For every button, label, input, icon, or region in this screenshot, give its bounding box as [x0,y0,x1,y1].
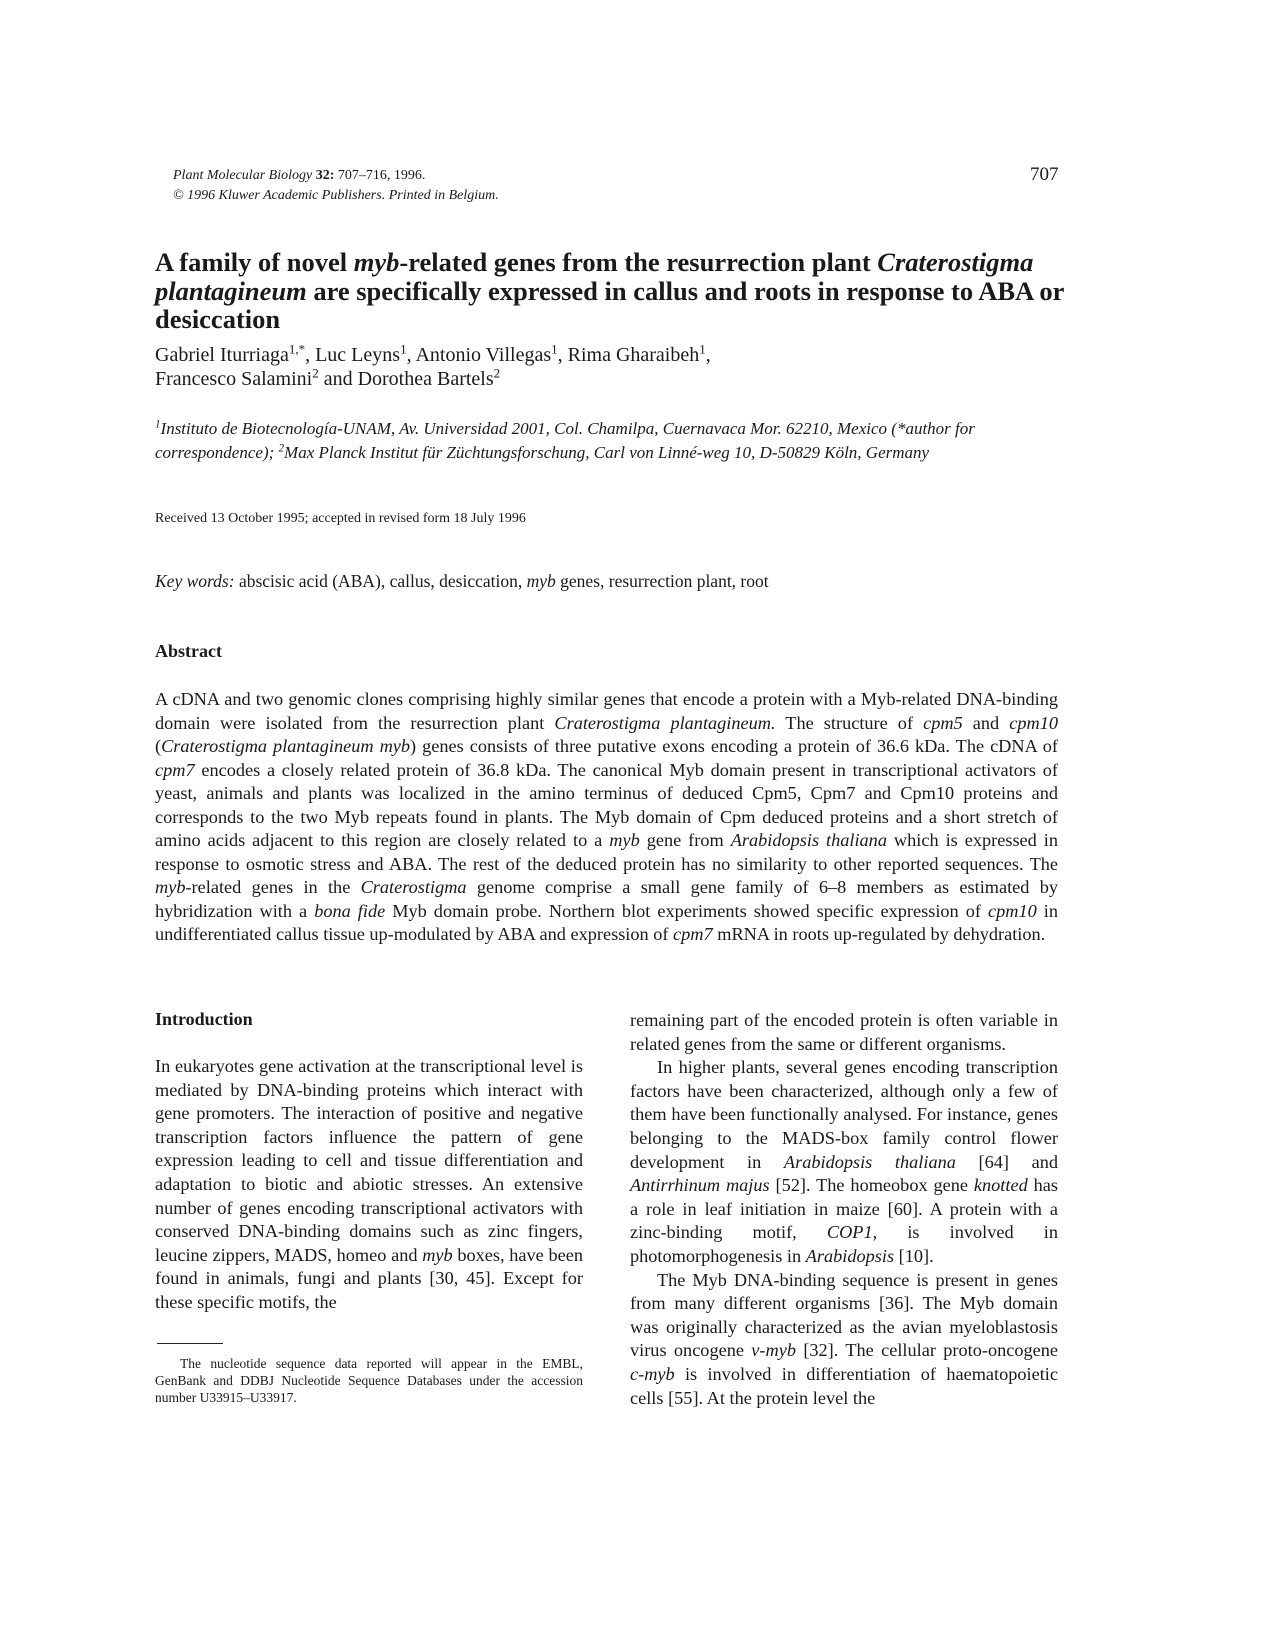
text-segment: In higher plants, several genes encoding transcription factors have been characterized, although only a few of them have been functionally analysed. For instance, genes belonging to the MADS-box family control flower development in [630,1057,1058,1172]
intro-paragraph [630,1269,1058,1411]
text-segment: -related genes in the [185,877,361,897]
italic-text: myb [155,877,186,897]
superscript: 2 [278,441,285,454]
text-segment: , Francesco Salamini [155,344,711,390]
text-segment: [10]. [894,1245,934,1266]
paper-title [155,248,1075,334]
text-segment: The structure of [775,712,924,733]
intro-paragraph [630,1056,1058,1268]
journal-name: Plant Molecular Biology [173,168,313,183]
superscript: 1,* [288,341,306,357]
text-segment: [52]. The homeobox gene [769,1175,974,1196]
text-segment: The Myb DNA-binding sequence is present in genes from many different organisms [36]. The Myb domain was originally characterized as the avian myeloblastosis virus oncogene [630,1269,1058,1361]
text-segment: , Luc Leyns [305,344,401,366]
intro-paragraph [155,1055,583,1315]
text-segment: Instituto de Biotecnología-UNAM, Av. Universidad 2001, Col. Chamilpa, Cuernavaca Mor. 62210, Mexico (*author for correspondence); [155,419,975,462]
italic-text: cpm10 [1009,712,1058,733]
italic-text: myb [526,571,556,591]
text-segment: -related genes from the resurrection plant [399,247,878,277]
intro-right-column [630,1009,1058,1410]
text-segment: in undifferentiated callus tissue up-modulated by ABA and expression of [155,900,1059,944]
footnote: The nucleotide sequence data reported will appear in the EMBL, GenBank and DDBJ Nucleotide Sequence Databases under the accession number U33915–U33917. [155,1356,583,1405]
received-dates: Received 13 October 1995; accepted in revised form 18 July 1996 [155,511,526,526]
text-segment: remaining part of the encoded protein is often variable in related genes from the same or different organisms. [630,1010,1058,1054]
text-segment: ( [155,736,162,756]
author-list [155,343,1075,391]
italic-text: knotted [973,1175,1028,1196]
text-segment: ) genes consists of three putative exons encoding a protein of 36.6 kDa. The cDNA of [410,736,1058,756]
superscript: 2 [493,365,501,381]
italic-text: Key words: [155,571,235,591]
introduction-heading: Introduction [155,1009,253,1029]
text-segment: Gabriel Iturriaga [155,344,289,366]
text-segment: Myb domain probe. Northern blot experiments showed specific expression of [385,900,988,921]
copyright: © 1996 Kluwer Academic Publishers. Printed in Belgium. [173,188,499,203]
text-segment: genes, resurrection plant, root [555,571,769,591]
italic-text: cpm7 [155,759,195,780]
intro-left-column [155,1055,583,1315]
journal-header [173,166,499,206]
italic-text: myb [353,247,400,277]
abstract-text [155,688,1058,947]
page-number: 707 [1030,164,1059,185]
volume: 32: [315,168,335,183]
italic-text: cpm10 [988,900,1037,921]
text-segment: which is expressed in response to osmotic stress and ABA. The rest of the deduced protein has no similarity to other reported sequences. The [155,830,1058,874]
affiliations [155,417,1060,464]
text-segment: [32]. The cellular proto-oncogene [795,1340,1058,1361]
text-segment: , is involved in photomorphogenesis in [630,1222,1059,1266]
text-segment: A cDNA and two genomic clones comprising highly similar genes that encode a protein with a Myb-related DNA-binding domain were isolated from the resurrection plant [155,689,1058,733]
text-segment: In eukaryotes gene activation at the transcriptional level is mediated by DNA-binding proteins which interact with gene promoters. The interaction of positive and negative transcription factors influence the pattern of gene expression leading to cell and tissue differentiation and adaptation to biotic and abiotic stresses. An extensive number of genes encoding transcriptional activators with conserved DNA-binding domains such as zinc fingers, leucine zippers, MADS, homeo and [155,1056,583,1265]
text-segment: and [962,712,1010,733]
italic-text: Arabidopsis [805,1245,895,1266]
italic-text: cpm5 [923,712,963,733]
footnote-rule [157,1343,223,1344]
text-segment: has a role in leaf initiation in maize [60]. A protein with a zinc-binding motif, [630,1175,1058,1243]
text-segment: genome comprise a small gene family of 6–8 members as estimated by hybridization with a [155,877,1058,921]
italic-text: cpm7 [673,924,713,944]
italic-text: bona fide [314,900,386,921]
italic-text: myb [422,1244,453,1265]
abstract-heading: Abstract [155,641,222,661]
superscript: 2 [312,365,319,381]
superscript: 1 [400,341,407,357]
text-segment: abscisic acid (ABA), callus, desiccation, [234,571,527,591]
text-segment: are specifically expressed in callus and roots in response to ABA or desiccation [155,275,1064,334]
text-segment: [64] and [955,1151,1058,1172]
italic-text: v-myb [751,1340,796,1361]
keywords [155,571,769,592]
italic-text: Craterostigma plantagineum [155,247,1034,306]
italic-text: COP1 [826,1222,873,1243]
text-segment: boxes, have been found in animals, fungi and plants [30, 45]. Except for these specific motifs, the [155,1244,583,1312]
pages: 707–716, 1996. [334,168,426,183]
text-segment: mRNA in roots up-regulated by dehydration. [712,924,1046,944]
italic-text: Arabidopsis thaliana [730,830,887,850]
text-segment: , Antonio Villegas [406,344,552,366]
italic-text: Antirrhinum majus [630,1175,770,1196]
superscript: 1 [699,341,706,357]
text-segment: , Rima Gharaibeh [557,344,700,366]
text-segment: is involved in differentiation of haematopoietic cells [55]. At the protein level the [630,1363,1058,1408]
text-segment: gene from [639,830,731,850]
text-segment: A family of novel [155,247,354,277]
italic-text: Craterostigma plantagineum. [554,712,776,733]
italic-text: Arabidopsis thaliana [783,1151,956,1172]
superscript: 1 [551,341,558,357]
intro-paragraph [630,1009,1058,1056]
text-segment: encodes a closely related protein of 36.8 kDa. The canonical Myb domain present in transcriptional activators of yeast, animals and plants was localized in the amino terminus of deduced Cpm5, Cpm7 and Cpm10 proteins and corresponds to the two Myb repeats found in plants. The Myb domain of Cpm deduced proteins and a short stretch of amino acids adjacent to this region are closely related to a [155,759,1058,850]
italic-text: Craterostigma [360,877,467,897]
text-segment: Max Planck Institut für Züchtungsforschung, Carl von Linné-weg 10, D-50829 Köln, Germany [284,442,930,462]
italic-text: myb [609,830,640,850]
italic-text: c-myb [630,1363,675,1384]
superscript: 1 [155,418,161,431]
italic-text: Craterostigma plantagineum myb [161,736,411,756]
text-segment: and Dorothea Bartels [318,368,494,390]
